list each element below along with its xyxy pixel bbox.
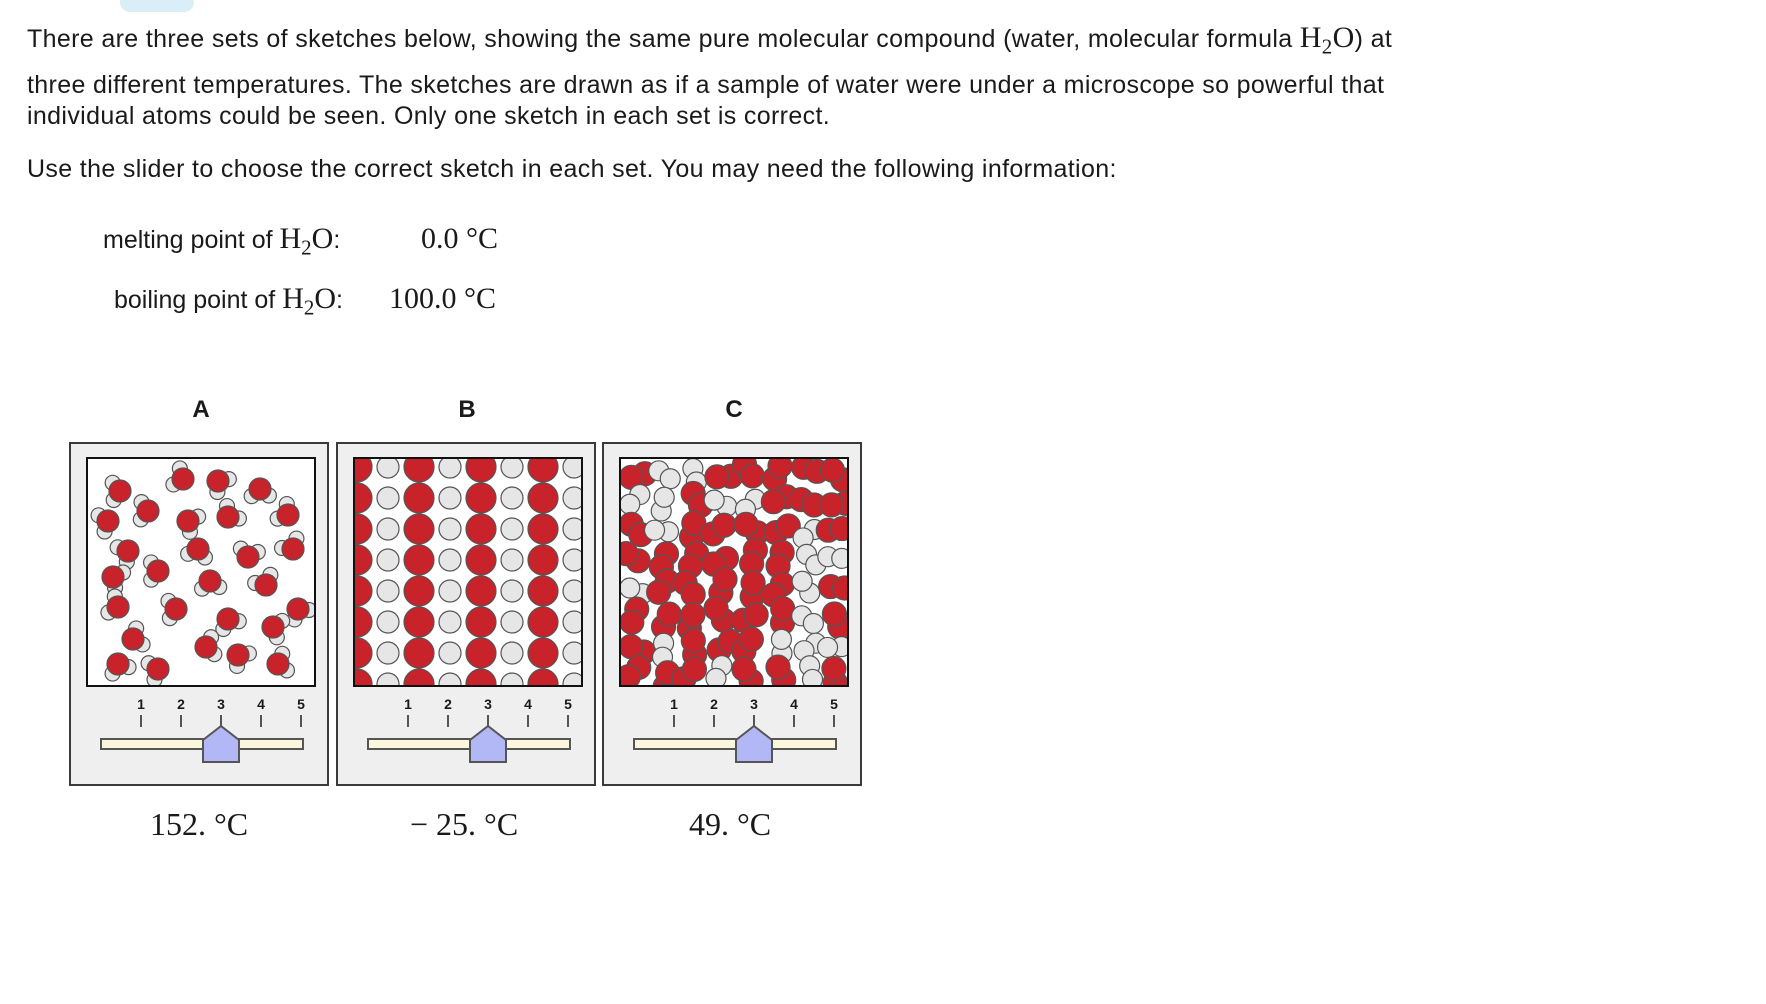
slider-tick-label: 3 [217, 696, 225, 712]
slider-tick-label: 5 [830, 696, 838, 712]
slider-tick-mark [300, 715, 302, 727]
panel-b [336, 442, 596, 786]
intro-line3: individual atoms could be seen. Only one sketch in each set is correct. [27, 102, 831, 130]
top-tab [120, 0, 194, 12]
slider-tick-label: 1 [670, 696, 678, 712]
slider-tick-mark [180, 715, 182, 727]
intro-line1: There are three sets of sketches below, showing the same pure molecular compound (water, molecular formula [27, 25, 1300, 53]
panel-a [69, 442, 329, 786]
slider-thumb-c[interactable] [734, 724, 774, 764]
slider-tick-label: 1 [404, 696, 412, 712]
slider-tick-mark [140, 715, 142, 727]
slider-tick-label: 3 [484, 696, 492, 712]
slider-tick-mark [567, 715, 569, 727]
molecule-sketch-a [88, 459, 314, 685]
slider-tick-label: 4 [524, 696, 532, 712]
melting-point-value: 0.0 °C [421, 222, 499, 255]
instruction-text: Use the slider to choose the correct sketch in each set. You may need the following information: [27, 155, 1117, 183]
slider-tick-label: 4 [790, 696, 798, 712]
slider-tick-label: 4 [257, 696, 265, 712]
slider-ticks-a [71, 694, 327, 734]
slider-tick-label: 1 [137, 696, 145, 712]
molecule-sketch-c [621, 459, 847, 685]
slider-tick-label: 5 [564, 696, 572, 712]
set-label-a: A [192, 396, 210, 423]
melting-point-row: melting point of $H_2O$: 0.0 °C [103, 222, 499, 260]
sketch-gas [86, 457, 316, 687]
molecule-sketch-b [355, 459, 581, 685]
slider-tick-mark [407, 715, 409, 727]
sketch-liquid [619, 457, 849, 687]
slider-tick-mark [447, 715, 449, 727]
slider-tick-mark [673, 715, 675, 727]
slider-tick-label: 2 [444, 696, 452, 712]
slider-thumb-b[interactable] [468, 724, 508, 764]
slider-tick-mark [833, 715, 835, 727]
temperature-c: 49. °C [689, 806, 772, 842]
slider-tick-label: 3 [750, 696, 758, 712]
intro-formula: $H_2O$ [1299, 21, 1355, 59]
temperature-b: − 25. °C [410, 806, 519, 842]
intro-paragraph: There are three sets of sketches below, showing the same pure molecular compound (water, molecular formula $H_2O$) at three different temperatures. The sketches are drawn as if a sample of water were under a microscope so powerful that individual atoms could be seen. Only one sketch in each set is correct. [27, 22, 1547, 132]
slider-ticks-b [338, 694, 594, 734]
temperature-a: 152. °C [150, 806, 249, 842]
boiling-point-row: boiling point of $H_2O$: 100.0 °C [114, 282, 497, 320]
slider-ticks-c [604, 694, 860, 734]
sketch-solid [353, 457, 583, 687]
slider-tick-mark [527, 715, 529, 727]
panel-c [602, 442, 862, 786]
slider-tick-label: 2 [710, 696, 718, 712]
slider-tick-label: 5 [297, 696, 305, 712]
set-label-b: B [458, 396, 476, 423]
set-label-c: C [725, 396, 743, 423]
boiling-point-value: 100.0 °C [389, 282, 497, 315]
slider-tick-label: 2 [177, 696, 185, 712]
slider-tick-mark [713, 715, 715, 727]
slider-thumb-a[interactable] [201, 724, 241, 764]
melting-point-label: melting point of [103, 226, 280, 254]
boiling-point-label: boiling point of [114, 286, 283, 314]
intro-line2: three different temperatures. The sketches are drawn as if a sample of water were under a microscope so powerful that [27, 71, 1385, 99]
slider-tick-mark [793, 715, 795, 727]
slider-tick-mark [260, 715, 262, 727]
